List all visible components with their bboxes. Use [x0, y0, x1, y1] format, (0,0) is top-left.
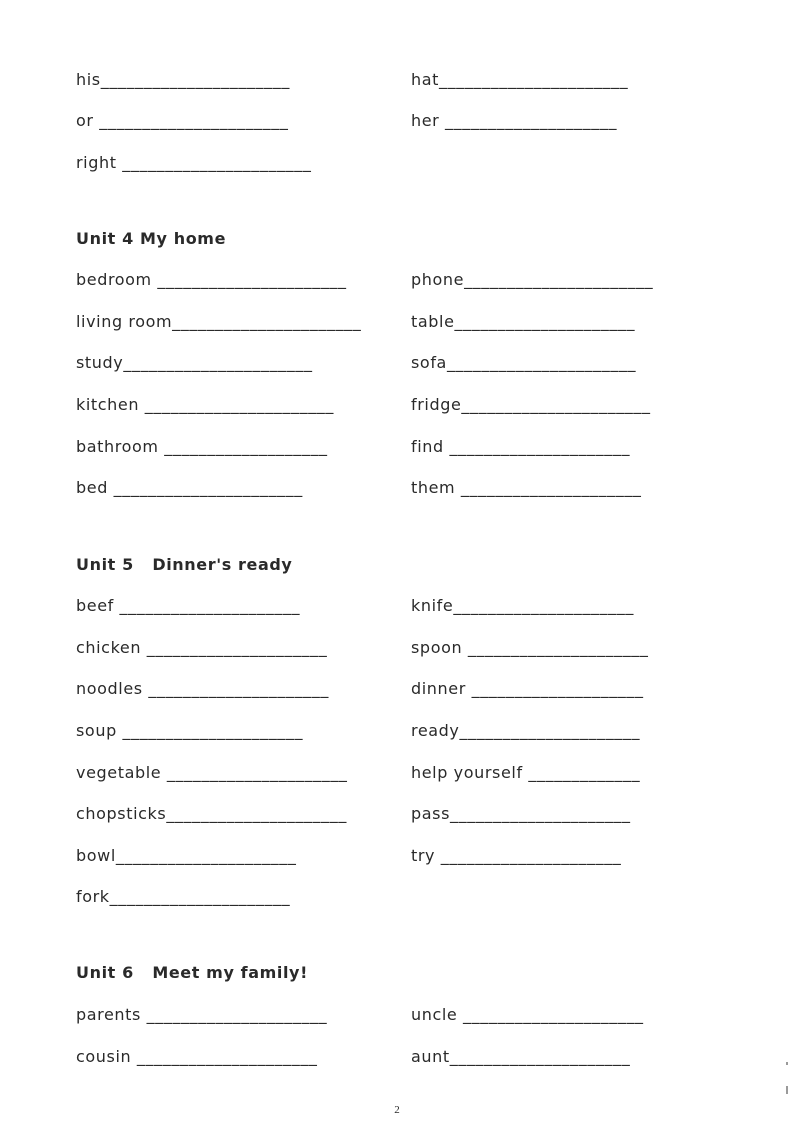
word-vegetable: vegetable _____________________: [76, 763, 348, 782]
word-bed: bed ______________________: [76, 478, 303, 497]
word-fridge: fridge______________________: [411, 395, 651, 414]
word-kitchen: kitchen ______________________: [76, 395, 334, 414]
word-soup: soup _____________________: [76, 721, 304, 740]
word-study: study______________________: [76, 353, 313, 372]
word-chopsticks: chopsticks_____________________: [76, 804, 347, 823]
word-find: find _____________________: [411, 437, 631, 456]
word-bathroom: bathroom ___________________: [76, 437, 328, 456]
word-right: right ______________________: [76, 153, 312, 172]
word-ready: ready_____________________: [411, 721, 641, 740]
word-table: table_____________________: [411, 312, 636, 331]
unit6-heading: Unit 6 Meet my family!: [76, 963, 308, 982]
word-aunt: aunt_____________________: [411, 1047, 631, 1066]
word-noodles: noodles _____________________: [76, 679, 329, 698]
word-cousin: cousin _____________________: [76, 1047, 318, 1066]
word-help-yourself: help yourself _____________: [411, 763, 641, 782]
scan-mark-lower: [786, 1086, 788, 1094]
word-try: try _____________________: [411, 846, 622, 865]
word-living-room: living room______________________: [76, 312, 362, 331]
word-hat: hat______________________: [411, 70, 629, 89]
word-or: or ______________________: [76, 111, 289, 130]
word-spoon: spoon _____________________: [411, 638, 649, 657]
word-her: her ____________________: [411, 111, 618, 130]
word-sofa: sofa______________________: [411, 353, 637, 372]
word-parents: parents _____________________: [76, 1005, 328, 1024]
page-number: 2: [394, 1104, 400, 1116]
unit5-heading: Unit 5 Dinner's ready: [76, 555, 293, 574]
word-dinner: dinner ____________________: [411, 679, 644, 698]
word-them: them _____________________: [411, 478, 642, 497]
word-his: his______________________: [76, 70, 290, 89]
word-beef: beef _____________________: [76, 596, 301, 615]
word-bowl: bowl_____________________: [76, 846, 297, 865]
word-pass: pass_____________________: [411, 804, 631, 823]
word-uncle: uncle _____________________: [411, 1005, 644, 1024]
word-fork: fork_____________________: [76, 887, 291, 906]
word-chicken: chicken _____________________: [76, 638, 328, 657]
word-knife: knife_____________________: [411, 596, 634, 615]
word-bedroom: bedroom ______________________: [76, 270, 347, 289]
scan-mark-upper: [786, 1062, 788, 1065]
word-phone: phone______________________: [411, 270, 654, 289]
unit4-heading: Unit 4 My home: [76, 229, 227, 248]
